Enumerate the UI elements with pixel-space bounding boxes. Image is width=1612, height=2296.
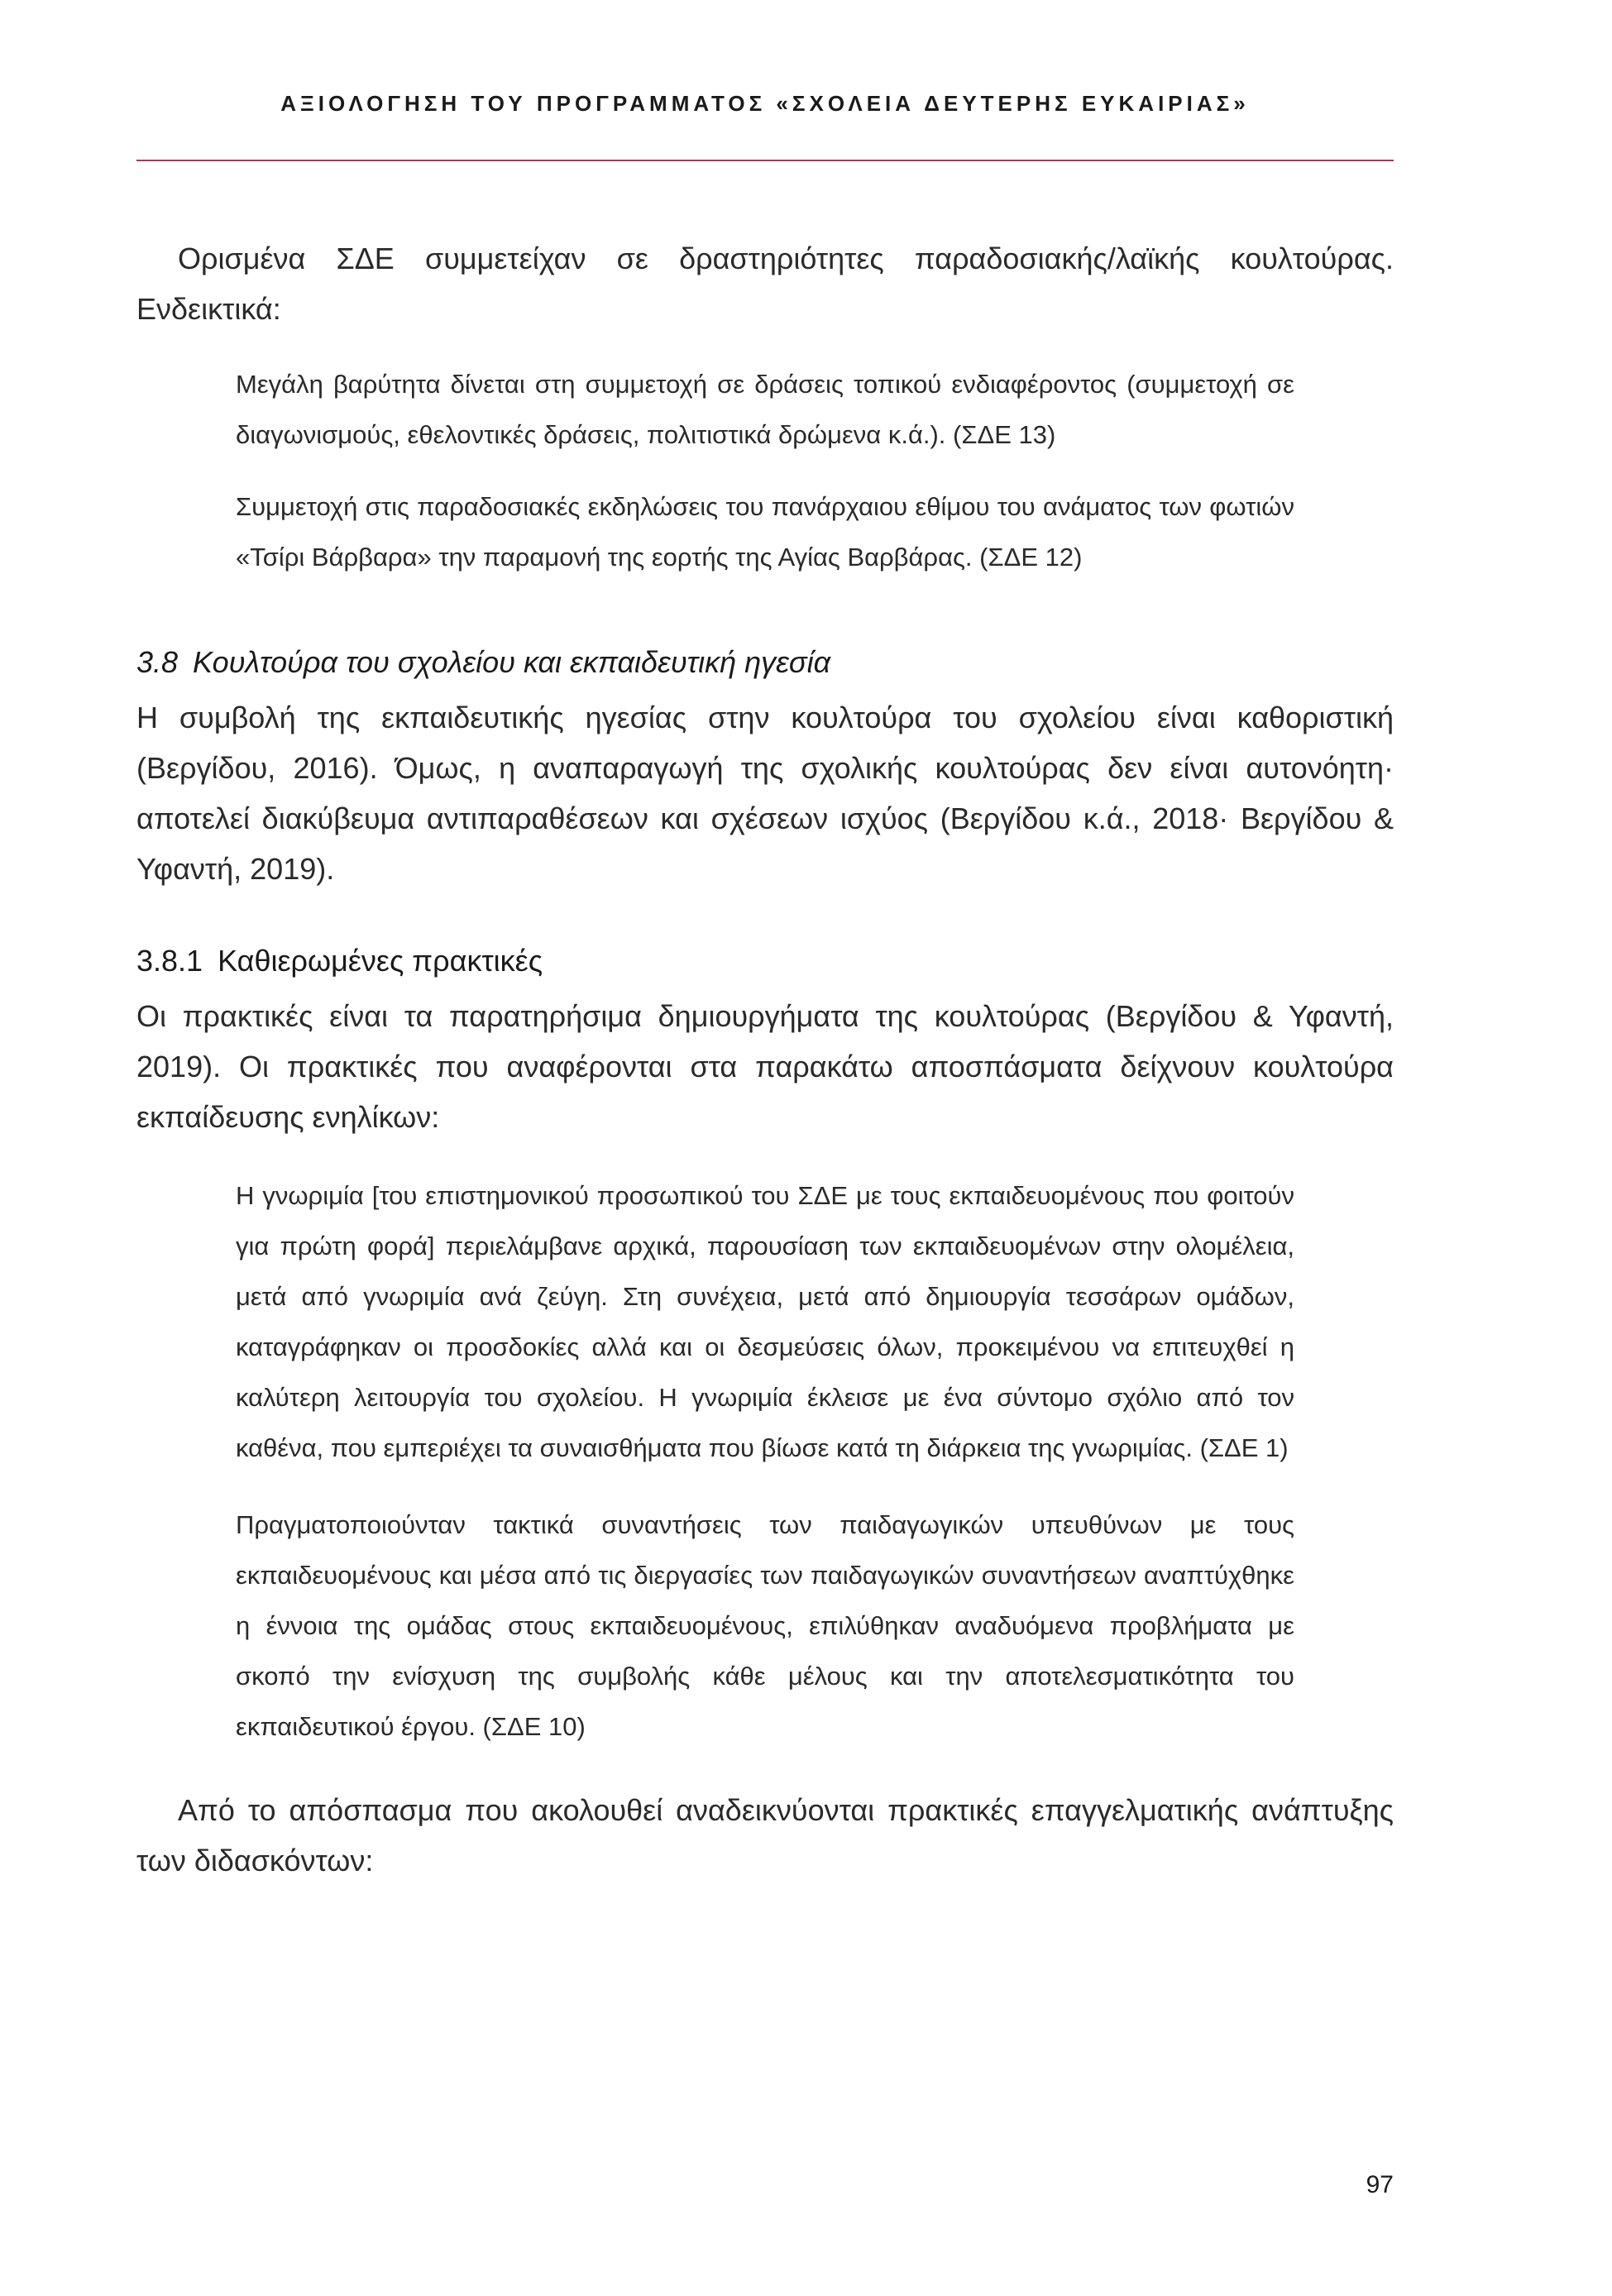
page-number: 97 (1366, 2171, 1394, 2198)
section-heading-3-8 (136, 637, 1394, 687)
subsection-title: Καθιερωμένες πρακτικές (218, 944, 543, 978)
block-quote-3 (236, 1170, 1294, 1473)
section-number: 3.8 (136, 645, 179, 679)
section-title: Κουλτούρα του σχολείου και εκπαιδευτική ηγεσία (193, 645, 831, 679)
closing-paragraph: Από το απόσπασμα που ακολουθεί αναδεικνύονται πρακτικές επαγγελματικής ανάπτυξης των διδασκόντων: (136, 1793, 1394, 1877)
block-quote-1 (236, 359, 1294, 460)
page-content (136, 233, 1394, 1886)
block-quote-4 (236, 1500, 1294, 1752)
quote-text: Πραγματοποιούνταν τακτικά συναντήσεις των παιδαγωγικών υπευθύνων με τους εκπαιδευομένους και μέσα από τις διεργασίες των παιδαγωγικών συναντήσεων αναπτύχθηκε η έννοια της ομάδας στους εκπαιδευομένους, επιλύθηκαν αναδυόμενα προβλήματα με σκοπό την ενίσχυση της συμβολής κάθε μέλους και την αποτελεσματικότητα του εκπαιδευτικού έργου. (ΣΔΕ 10) (236, 1510, 1294, 1741)
header-divider (136, 160, 1394, 161)
intro-paragraph: Ορισμένα ΣΔΕ συμμετείχαν σε δραστηριότητες παραδοσιακής/λαϊκής κουλτούρας. Ενδεικτικά: (136, 242, 1394, 326)
subsection-number: 3.8.1 (136, 944, 203, 978)
quote-text: Μεγάλη βαρύτητα δίνεται στη συμμετοχή σε δράσεις τοπικού ενδιαφέροντος (συμμετοχή σε διαγωνισμούς, εθελοντικές δράσεις, πολιτιστικά δρώμενα κ.ά.). (ΣΔΕ 13) (236, 370, 1294, 449)
running-header: ΑΞΙΟΛΟΓΗΣΗ ΤΟΥ ΠΡΟΓΡΑΜΜΑΤΟΣ «ΣΧΟΛΕΙΑ ΔΕΥΤΕΡΗΣ ΕΥΚΑΙΡΙΑΣ» (280, 91, 1250, 116)
section-3-8-1-paragraph: Οι πρακτικές είναι τα παρατηρήσιμα δημιουργήματα της κουλτούρας (Βεργίδου & Υφαντή, 2019). Οι πρακτικές που αναφέρονται στα παρακάτω αποσπάσματα δείχνουν κουλτούρα εκπαίδευσης ενηλίκων: (136, 999, 1394, 1134)
block-quote-2 (236, 481, 1294, 582)
quote-text: Η γνωριμία [του επιστημονικού προσωπικού του ΣΔΕ με τους εκπαιδευομένους που φοιτούν για πρώτη φορά] περιελάμβανε αρχικά, παρουσίαση των εκπαιδευομένων στην ολομέλεια, μετά από γνωριμία ανά ζεύγη. Στη συνέχεια, μετά από δημιουργία τεσσάρων ομάδων, καταγράφηκαν οι προσδοκίες αλλά και οι δεσμεύσεις όλων, προκειμένου να επιτευχθεί η καλύτερη λειτουργία του σχολείου. Η γνωριμία έκλεισε με ένα σύντομο σχόλιο από τον καθένα, που εμπεριέχει τα συναισθήματα που βίωσε κατά τη διάρκεια της γνωριμίας. (ΣΔΕ 1) (236, 1181, 1294, 1462)
quote-text: Συμμετοχή στις παραδοσιακές εκδηλώσεις του πανάρχαιου εθίμου του ανάματος των φωτιών «Τσίρι Βάρβαρα» την παραμονή της εορτής της Αγίας Βαρβάρας. (ΣΔΕ 12) (236, 492, 1294, 572)
section-3-8-paragraph: Η συμβολή της εκπαιδευτικής ηγεσίας στην κουλτούρα του σχολείου είναι καθοριστική (Βεργίδου, 2016). Όμως, η αναπαραγωγή της σχολικής κουλτούρας δεν είναι αυτονόητη· αποτελεί διακύβευμα αντιπαραθέσεων και σχέσεων ισχύος (Βεργίδου κ.ά., 2018· Βεργίδου & Υφαντή, 2019). (136, 701, 1394, 886)
subsection-heading-3-8-1 (136, 935, 1394, 986)
